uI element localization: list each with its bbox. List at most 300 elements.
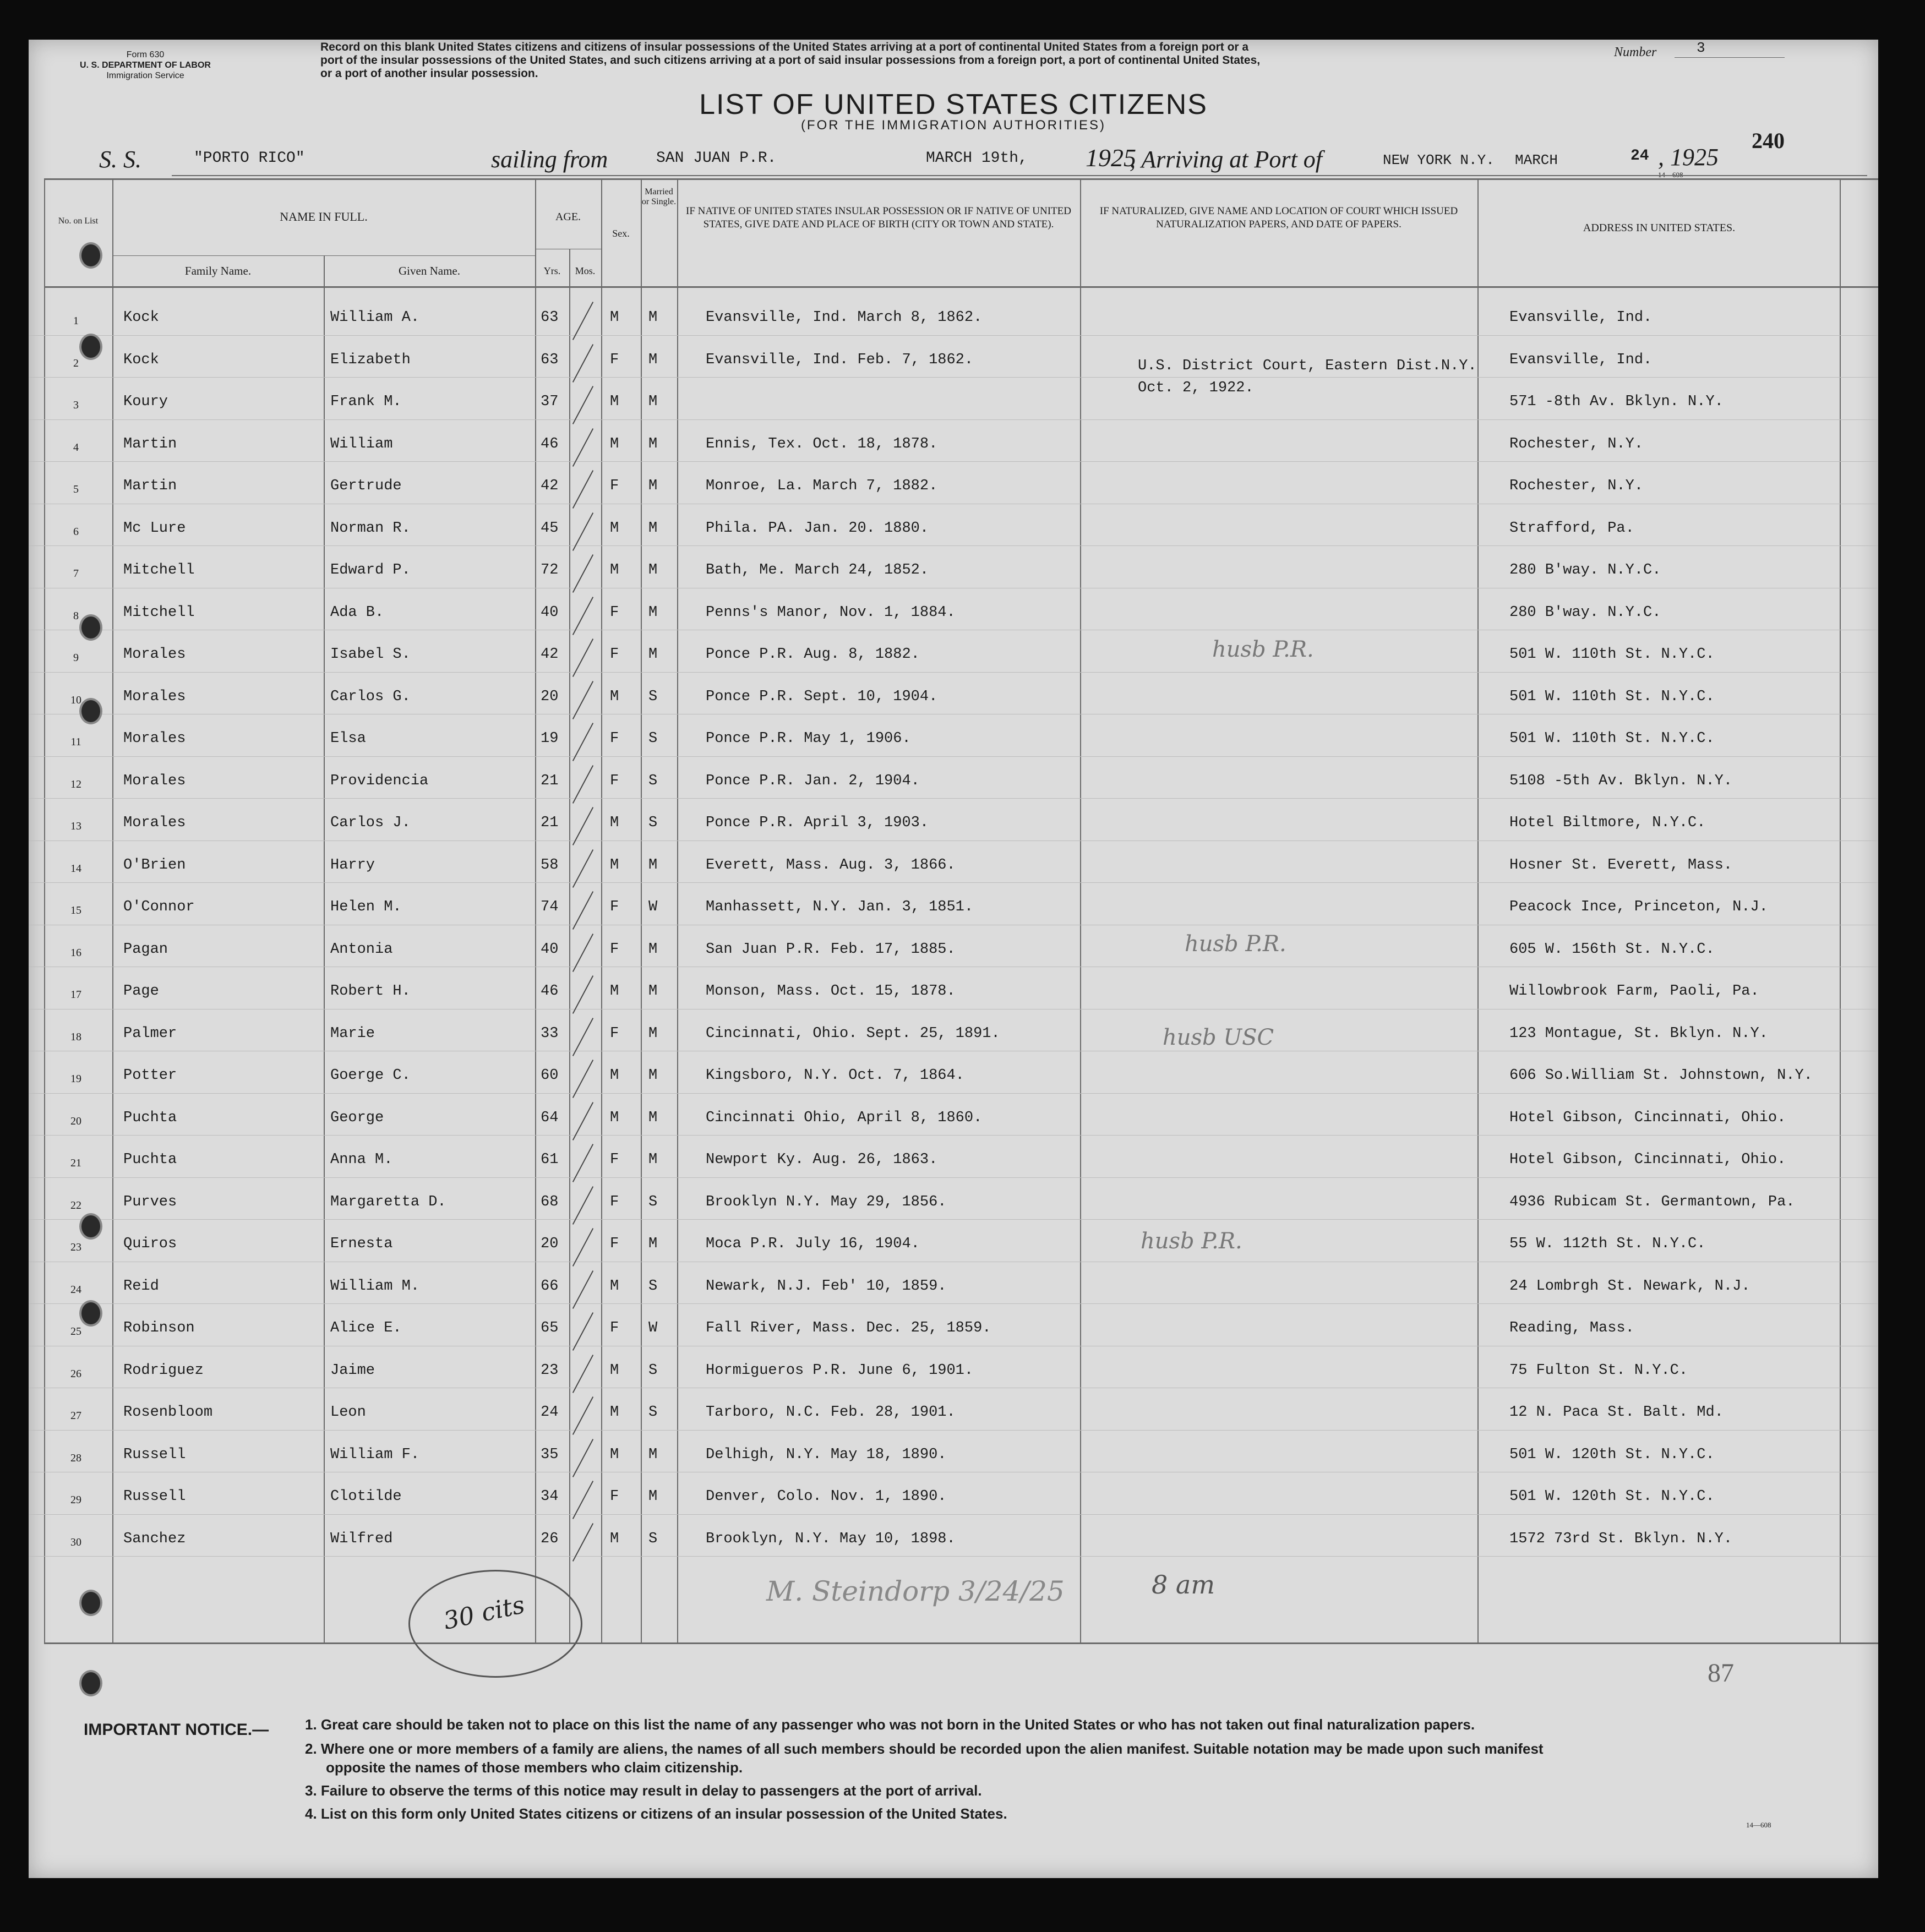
- sex-cell: M: [610, 1109, 619, 1126]
- row-rule: [29, 882, 1878, 883]
- address-cell: 501 W. 110th St. N.Y.C.: [1509, 730, 1715, 747]
- birth-cell: Evansville, Ind. March 8, 1862.: [706, 309, 983, 326]
- address-cell: Hotel Gibson, Cincinnati, Ohio.: [1509, 1109, 1786, 1126]
- check-mark: [572, 1312, 593, 1351]
- check-mark: [572, 344, 593, 383]
- number-value: 3: [1697, 40, 1705, 56]
- sex-cell: M: [610, 1362, 619, 1379]
- service-name: Immigration Service: [106, 71, 184, 80]
- given-name-cell: Clotilde: [330, 1488, 402, 1505]
- row-number: 9: [73, 652, 79, 664]
- family-name-cell: Potter: [123, 1067, 177, 1084]
- marital-status-cell: M: [648, 1025, 658, 1042]
- header-bottom-border: [44, 286, 1878, 288]
- row-number: 13: [70, 820, 81, 832]
- birth-cell: Cincinnati Ohio, April 8, 1860.: [706, 1109, 983, 1126]
- address-cell: 12 N. Paca St. Balt. Md.: [1509, 1404, 1724, 1421]
- birth-cell: Monroe, La. March 7, 1882.: [706, 478, 938, 494]
- address-cell: 501 W. 120th St. N.Y.C.: [1509, 1488, 1715, 1505]
- birth-cell: Ponce P.R. April 3, 1903.: [706, 815, 929, 831]
- marital-status-cell: S: [648, 1278, 658, 1295]
- address-cell: Evansville, Ind.: [1509, 309, 1653, 326]
- age-cell: 58: [541, 856, 559, 874]
- handwritten-note-row-16: husb P.R.: [1185, 931, 1286, 957]
- birth-cell: Cincinnati, Ohio. Sept. 25, 1891.: [706, 1025, 1000, 1042]
- address-cell: Rochester, N.Y.: [1509, 478, 1644, 494]
- birth-cell: Ennis, Tex. Oct. 18, 1878.: [706, 435, 938, 452]
- address-cell: 605 W. 156th St. N.Y.C.: [1509, 941, 1715, 958]
- row-rule: [29, 798, 1878, 799]
- given-name-cell: Elizabeth: [330, 351, 411, 368]
- family-name-cell: Morales: [123, 815, 186, 831]
- marital-status-cell: M: [648, 351, 658, 368]
- age-cell: 26: [541, 1530, 559, 1547]
- birth-cell: Newark, N.J. Feb' 10, 1859.: [706, 1278, 947, 1295]
- sex-cell: F: [610, 772, 619, 789]
- row-number: 7: [73, 567, 79, 580]
- notice-item-4: 4. List on this form only United States citizens or citizens of an insular possession of the United States.: [305, 1805, 1007, 1822]
- row-number: 5: [73, 483, 79, 495]
- address-cell: 24 Lombrgh St. Newark, N.J.: [1509, 1278, 1751, 1295]
- row-number: 23: [70, 1241, 81, 1253]
- sex-cell: F: [610, 351, 619, 368]
- sail-date: MARCH 19th,: [926, 150, 1028, 167]
- given-name-cell: William: [330, 435, 393, 452]
- family-name-cell: Koury: [123, 394, 168, 410]
- row-number: 22: [70, 1199, 81, 1211]
- age-cell: 33: [541, 1025, 559, 1042]
- sailing-label: sailing from: [491, 146, 608, 173]
- family-name-cell: Kock: [123, 309, 159, 326]
- given-name-cell: William M.: [330, 1278, 420, 1295]
- check-mark: [572, 1144, 593, 1182]
- sex-cell: M: [610, 856, 619, 874]
- birth-cell: Newport Ky. Aug. 26, 1863.: [706, 1151, 938, 1168]
- check-mark: [572, 1396, 593, 1435]
- check-mark: [572, 765, 593, 804]
- row-rule: [29, 1219, 1878, 1220]
- birth-cell: Denver, Colo. Nov. 1, 1890.: [706, 1488, 947, 1505]
- preamble-line: port of the insular possessions of the United States, and such citizens arriving at a port of said insular possessions from a foreign port, a port of continental United States,: [320, 54, 1261, 67]
- marital-status-cell: S: [648, 1404, 658, 1421]
- check-mark: [572, 934, 593, 972]
- address-cell: 75 Fulton St. N.Y.C.: [1509, 1362, 1688, 1379]
- age-cell: 46: [541, 435, 559, 452]
- given-name-cell: Isabel S.: [330, 646, 411, 663]
- address-cell: 571 -8th Av. Bklyn. N.Y.: [1509, 394, 1724, 410]
- form-number: Form 630: [126, 50, 165, 59]
- age-cell: 40: [541, 941, 559, 958]
- age-cell: 42: [541, 646, 559, 663]
- family-name-cell: Martin: [123, 478, 177, 494]
- family-name-cell: Russell: [123, 1488, 186, 1505]
- marital-status-cell: M: [648, 1488, 658, 1505]
- check-mark: [572, 512, 593, 551]
- family-name-cell: Mitchell: [123, 562, 195, 578]
- sex-cell: M: [610, 1404, 619, 1421]
- header-name-in-full: NAME IN FULL.: [280, 210, 368, 223]
- notice-label: IMPORTANT NOTICE.—: [84, 1721, 269, 1739]
- age-cell: 45: [541, 520, 559, 537]
- sex-cell: F: [610, 1193, 619, 1210]
- birth-cell: Fall River, Mass. Dec. 25, 1859.: [706, 1320, 991, 1336]
- row-rule: [29, 1177, 1878, 1178]
- manifest-sheet: [29, 40, 1878, 1878]
- row-rule: [29, 1514, 1878, 1515]
- sex-cell: F: [610, 604, 619, 621]
- binder-hole: [81, 1592, 100, 1614]
- col-rule: [569, 249, 570, 1642]
- given-name-cell: Helen M.: [330, 899, 402, 915]
- age-cell: 23: [541, 1362, 559, 1379]
- given-name-cell: Carlos J.: [330, 815, 411, 831]
- address-cell: Rochester, N.Y.: [1509, 435, 1644, 452]
- sex-cell: F: [610, 646, 619, 663]
- handwritten-note-row-23: husb P.R.: [1141, 1229, 1242, 1254]
- row-number: 2: [73, 357, 79, 369]
- marital-status-cell: M: [648, 604, 658, 621]
- marital-status-cell: M: [648, 309, 658, 326]
- check-mark: [572, 681, 593, 719]
- check-mark: [572, 638, 593, 677]
- family-name-cell: O'Brien: [123, 856, 186, 874]
- age-cell: 60: [541, 1067, 559, 1084]
- col-rule: [601, 178, 602, 1642]
- age-cell: 24: [541, 1404, 559, 1421]
- col-rule: [1477, 178, 1479, 1642]
- row-number: 25: [70, 1325, 81, 1338]
- page-stamp: 240: [1752, 128, 1785, 153]
- preamble-line: Record on this blank United States citizens and citizens of insular possessions of the United States arriving at a port of continental United States from a foreign port or a: [320, 41, 1249, 53]
- age-cell: 42: [541, 478, 559, 494]
- address-cell: Hotel Biltmore, N.Y.C.: [1509, 815, 1706, 831]
- row-number: 24: [70, 1283, 81, 1296]
- handwritten-note-row-18: husb USC: [1163, 1025, 1274, 1050]
- given-name-cell: William F.: [330, 1446, 420, 1463]
- birth-cell: Bath, Me. March 24, 1852.: [706, 562, 929, 578]
- col-rule: [44, 178, 45, 1642]
- check-mark: [572, 1060, 593, 1098]
- family-name-cell: Rodriguez: [123, 1362, 204, 1379]
- marital-status-cell: M: [648, 1446, 658, 1463]
- marital-status-cell: S: [648, 1530, 658, 1547]
- marital-status-cell: M: [648, 562, 658, 578]
- sex-cell: M: [610, 1067, 619, 1084]
- row-number: 6: [73, 525, 79, 538]
- marital-status-cell: M: [648, 941, 658, 958]
- birth-cell: Tarboro, N.C. Feb. 28, 1901.: [706, 1404, 956, 1421]
- given-name-cell: William A.: [330, 309, 420, 326]
- age-cell: 74: [541, 899, 559, 915]
- binder-hole: [81, 1215, 100, 1237]
- marital-status-cell: M: [648, 856, 658, 874]
- row-number: 8: [73, 609, 79, 622]
- row-number: 30: [70, 1536, 81, 1548]
- sex-cell: F: [610, 899, 619, 915]
- check-mark: [572, 428, 593, 467]
- family-name-cell: Palmer: [123, 1025, 177, 1042]
- from-port: SAN JUAN P.R.: [656, 150, 777, 167]
- header-birth: IF NATIVE OF UNITED STATES INSULAR POSSESSION OR IF NATIVE OF UNITED STATES, GIVE DATE AND PLACE OF BIRTH (CITY OR TOWN AND STATE).: [686, 205, 1071, 230]
- family-name-cell: O'Connor: [123, 899, 195, 915]
- age-cell: 20: [541, 1236, 559, 1252]
- row-rule: [29, 377, 1878, 378]
- given-name-cell: Frank M.: [330, 394, 402, 410]
- age-cell: 21: [541, 772, 559, 789]
- binder-hole: [81, 1302, 100, 1324]
- given-name-cell: Elsa: [330, 730, 366, 747]
- marital-status-cell: S: [648, 772, 658, 789]
- address-cell: Hotel Gibson, Cincinnati, Ohio.: [1509, 1151, 1786, 1168]
- age-cell: 63: [541, 309, 559, 326]
- header-yrs: Yrs.: [543, 265, 561, 276]
- birth-cell: Monson, Mass. Oct. 15, 1878.: [706, 983, 956, 1000]
- family-name-cell: Reid: [123, 1278, 159, 1295]
- family-name-cell: Morales: [123, 772, 186, 789]
- binder-hole: [81, 1672, 100, 1694]
- family-name-cell: Martin: [123, 435, 177, 452]
- sex-cell: M: [610, 562, 619, 578]
- row-number: 15: [70, 904, 81, 916]
- col-rule: [677, 178, 678, 1642]
- row-number: 10: [70, 694, 81, 706]
- row-rule: [29, 1135, 1878, 1136]
- row-rule: [29, 1303, 1878, 1304]
- check-mark: [572, 1018, 593, 1056]
- check-mark: [572, 1228, 593, 1267]
- family-name-cell: Russell: [123, 1446, 186, 1463]
- age-cell: 37: [541, 394, 559, 410]
- arrival-time-note: 8 am: [1152, 1570, 1215, 1600]
- header-no-on-list: No. on List: [58, 216, 99, 226]
- age-cell: 72: [541, 562, 559, 578]
- birth-cell: Ponce P.R. Jan. 2, 1904.: [706, 772, 920, 789]
- given-name-cell: Norman R.: [330, 520, 411, 537]
- sex-cell: M: [610, 1278, 619, 1295]
- arrival-month: MARCH: [1515, 152, 1558, 168]
- voyage-underline: [172, 175, 1867, 176]
- row-number: 18: [70, 1030, 81, 1043]
- age-cell: 63: [541, 351, 559, 368]
- header-family-name: Family Name.: [184, 264, 252, 277]
- address-cell: 606 So.William St. Johnstown, N.Y.: [1509, 1067, 1813, 1084]
- row-number: 12: [70, 778, 81, 790]
- arrival-port: NEW YORK N.Y.: [1383, 152, 1495, 168]
- row-number: 21: [70, 1157, 81, 1169]
- marital-status-cell: M: [648, 1109, 658, 1126]
- sex-cell: F: [610, 941, 619, 958]
- row-number: 4: [73, 441, 79, 454]
- inspector-signature: M. Steindorp 3/24/25: [766, 1575, 1065, 1607]
- address-cell: 501 W. 110th St. N.Y.C.: [1509, 646, 1715, 663]
- row-number: 16: [70, 946, 81, 959]
- check-mark: [572, 554, 593, 593]
- header-naturalized: IF NATURALIZED, GIVE NAME AND LOCATION OF COURT WHICH ISSUED NATURALIZATION PAPERS, AND DATE OF PAPERS.: [1099, 205, 1458, 230]
- row-number: 26: [70, 1367, 81, 1380]
- check-mark: [572, 1481, 593, 1519]
- row-rule: [29, 335, 1878, 336]
- birth-cell: Phila. PA. Jan. 20. 1880.: [706, 520, 929, 537]
- address-cell: 501 W. 110th St. N.Y.C.: [1509, 688, 1715, 705]
- arrival-day: 24: [1630, 148, 1649, 165]
- birth-cell: San Juan P.R. Feb. 17, 1885.: [706, 941, 956, 958]
- check-mark: [572, 1270, 593, 1309]
- header-mos: Mos.: [575, 265, 596, 276]
- header-address: ADDRESS IN UNITED STATES.: [1583, 222, 1736, 234]
- row-number: 29: [70, 1494, 81, 1506]
- marital-status-cell: M: [648, 520, 658, 537]
- sex-cell: M: [610, 435, 619, 452]
- check-mark: [572, 1186, 593, 1225]
- col-rule: [535, 178, 536, 1642]
- check-mark: [572, 302, 593, 340]
- given-name-cell: Providencia: [330, 772, 429, 789]
- binder-hole: [81, 700, 100, 722]
- age-cell: 20: [541, 688, 559, 705]
- notice-item-3: 3. Failure to observe the terms of this notice may result in delay to passengers at the port of arrival.: [305, 1782, 982, 1799]
- address-cell: 501 W. 120th St. N.Y.C.: [1509, 1446, 1715, 1463]
- page-title: LIST OF UNITED STATES CITIZENS: [699, 89, 1208, 121]
- check-mark: [572, 975, 593, 1014]
- family-name-cell: Morales: [123, 646, 186, 663]
- row-rule: [29, 545, 1878, 546]
- address-cell: Reading, Mass.: [1509, 1320, 1634, 1336]
- age-cell: 35: [541, 1446, 559, 1463]
- birth-cell: Brooklyn N.Y. May 29, 1856.: [706, 1193, 947, 1210]
- sex-cell: M: [610, 1530, 619, 1547]
- birth-cell: Everett, Mass. Aug. 3, 1866.: [706, 856, 956, 874]
- family-name-cell: Quiros: [123, 1236, 177, 1252]
- marital-status-cell: W: [648, 899, 658, 915]
- row-rule: [29, 461, 1878, 462]
- sex-cell: F: [610, 730, 619, 747]
- sail-year: 1925: [1086, 144, 1136, 172]
- row-rule: [29, 1556, 1878, 1557]
- given-name-cell: Marie: [330, 1025, 375, 1042]
- check-mark: [572, 807, 593, 845]
- address-cell: 4936 Rubicam St. Germantown, Pa.: [1509, 1193, 1795, 1210]
- col-rule: [324, 255, 325, 1642]
- table-top-border: [44, 178, 1878, 180]
- family-name-cell: Puchta: [123, 1151, 177, 1168]
- given-name-cell: Antonia: [330, 941, 393, 958]
- notice-item-2-cont: opposite the names of those members who claim citizenship.: [326, 1759, 743, 1776]
- age-cell: 21: [541, 815, 559, 831]
- check-mark: [572, 723, 593, 761]
- row-rule: [29, 756, 1878, 757]
- sex-cell: M: [610, 309, 619, 326]
- sex-cell: F: [610, 478, 619, 494]
- family-name-cell: Page: [123, 983, 159, 1000]
- given-name-cell: Leon: [330, 1404, 366, 1421]
- notice-item-1: 1. Great care should be taken not to place on this list the name of any passenger who was not born in the United States or who has not taken out final naturalization papers.: [305, 1716, 1475, 1733]
- address-cell: 123 Montague, St. Bklyn. N.Y.: [1509, 1025, 1768, 1042]
- marital-status-cell: S: [648, 815, 658, 831]
- header-married-single: Married or Single.: [641, 187, 677, 206]
- family-name-cell: Purves: [123, 1193, 177, 1210]
- address-cell: 1572 73rd St. Bklyn. N.Y.: [1509, 1530, 1733, 1547]
- given-name-cell: Ernesta: [330, 1236, 393, 1252]
- sex-cell: F: [610, 1236, 619, 1252]
- number-label: Number: [1614, 45, 1657, 59]
- birth-cell: Manhassett, N.Y. Jan. 3, 1851.: [706, 899, 974, 915]
- birth-cell: Ponce P.R. Aug. 8, 1882.: [706, 646, 920, 663]
- given-name-cell: Jaime: [330, 1362, 375, 1379]
- age-cell: 64: [541, 1109, 559, 1126]
- marital-status-cell: M: [648, 478, 658, 494]
- footer-code: 14—608: [1746, 1821, 1771, 1829]
- circled-count-text: 30 cits: [441, 1591, 527, 1635]
- family-name-cell: Sanchez: [123, 1530, 186, 1547]
- address-cell: Evansville, Ind.: [1509, 351, 1653, 368]
- col-rule: [112, 178, 113, 1642]
- form-identifier: [46, 50, 244, 81]
- marital-status-cell: M: [648, 1151, 658, 1168]
- check-mark: [572, 891, 593, 930]
- marital-status-cell: M: [648, 646, 658, 663]
- given-name-cell: Robert H.: [330, 983, 411, 1000]
- sex-cell: F: [610, 1488, 619, 1505]
- age-cell: 61: [541, 1151, 559, 1168]
- naturalization-cell: U.S. District Court, Eastern Dist.N.Y. Oct. 2, 1922.: [1138, 358, 1477, 396]
- address-cell: Strafford, Pa.: [1509, 520, 1634, 537]
- binder-hole: [81, 616, 100, 638]
- arriving-label: , Arriving at Port of: [1130, 146, 1322, 173]
- address-cell: 5108 -5th Av. Bklyn. N.Y.: [1509, 772, 1733, 789]
- marital-status-cell: S: [648, 1362, 658, 1379]
- age-cell: 46: [541, 983, 559, 1000]
- row-rule: [29, 1093, 1878, 1094]
- row-number: 11: [70, 736, 81, 748]
- row-rule: [29, 672, 1878, 673]
- address-cell: 280 B'way. N.Y.C.: [1509, 604, 1661, 621]
- family-name-cell: Morales: [123, 688, 186, 705]
- ship-name: "PORTO RICO": [194, 150, 305, 167]
- address-cell: Peacock Ince, Princeton, N.J.: [1509, 899, 1768, 915]
- col-rule: [1080, 178, 1081, 1642]
- family-name-cell: Mc Lure: [123, 520, 186, 537]
- ss-label: S. S.: [99, 146, 141, 173]
- header-age: AGE.: [555, 211, 581, 223]
- check-mark: [572, 1355, 593, 1393]
- birth-cell: Ponce P.R. May 1, 1906.: [706, 730, 911, 747]
- preamble-line: or a port of another insular possession.: [320, 67, 538, 80]
- given-name-cell: Margaretta D.: [330, 1193, 446, 1210]
- sex-cell: M: [610, 520, 619, 537]
- sex-cell: F: [610, 1320, 619, 1336]
- sex-cell: M: [610, 688, 619, 705]
- marital-status-cell: S: [648, 730, 658, 747]
- check-mark: [572, 597, 593, 635]
- header-given-name: Given Name.: [399, 264, 460, 277]
- marital-status-cell: M: [648, 1236, 658, 1252]
- row-number: 3: [73, 399, 79, 411]
- row-number: 17: [70, 989, 81, 1001]
- check-mark: [572, 849, 593, 888]
- row-number: 27: [70, 1410, 81, 1422]
- sex-cell: M: [610, 1446, 619, 1463]
- family-name-cell: Robinson: [123, 1320, 195, 1336]
- preamble: [320, 41, 1586, 80]
- birth-cell: Kingsboro, N.Y. Oct. 7, 1864.: [706, 1067, 964, 1084]
- marital-status-cell: M: [648, 394, 658, 410]
- given-name-cell: Carlos G.: [330, 688, 411, 705]
- sex-cell: F: [610, 1025, 619, 1042]
- marital-status-cell: W: [648, 1320, 658, 1336]
- family-name-cell: Morales: [123, 730, 186, 747]
- given-name-cell: George: [330, 1109, 384, 1126]
- sex-cell: M: [610, 815, 619, 831]
